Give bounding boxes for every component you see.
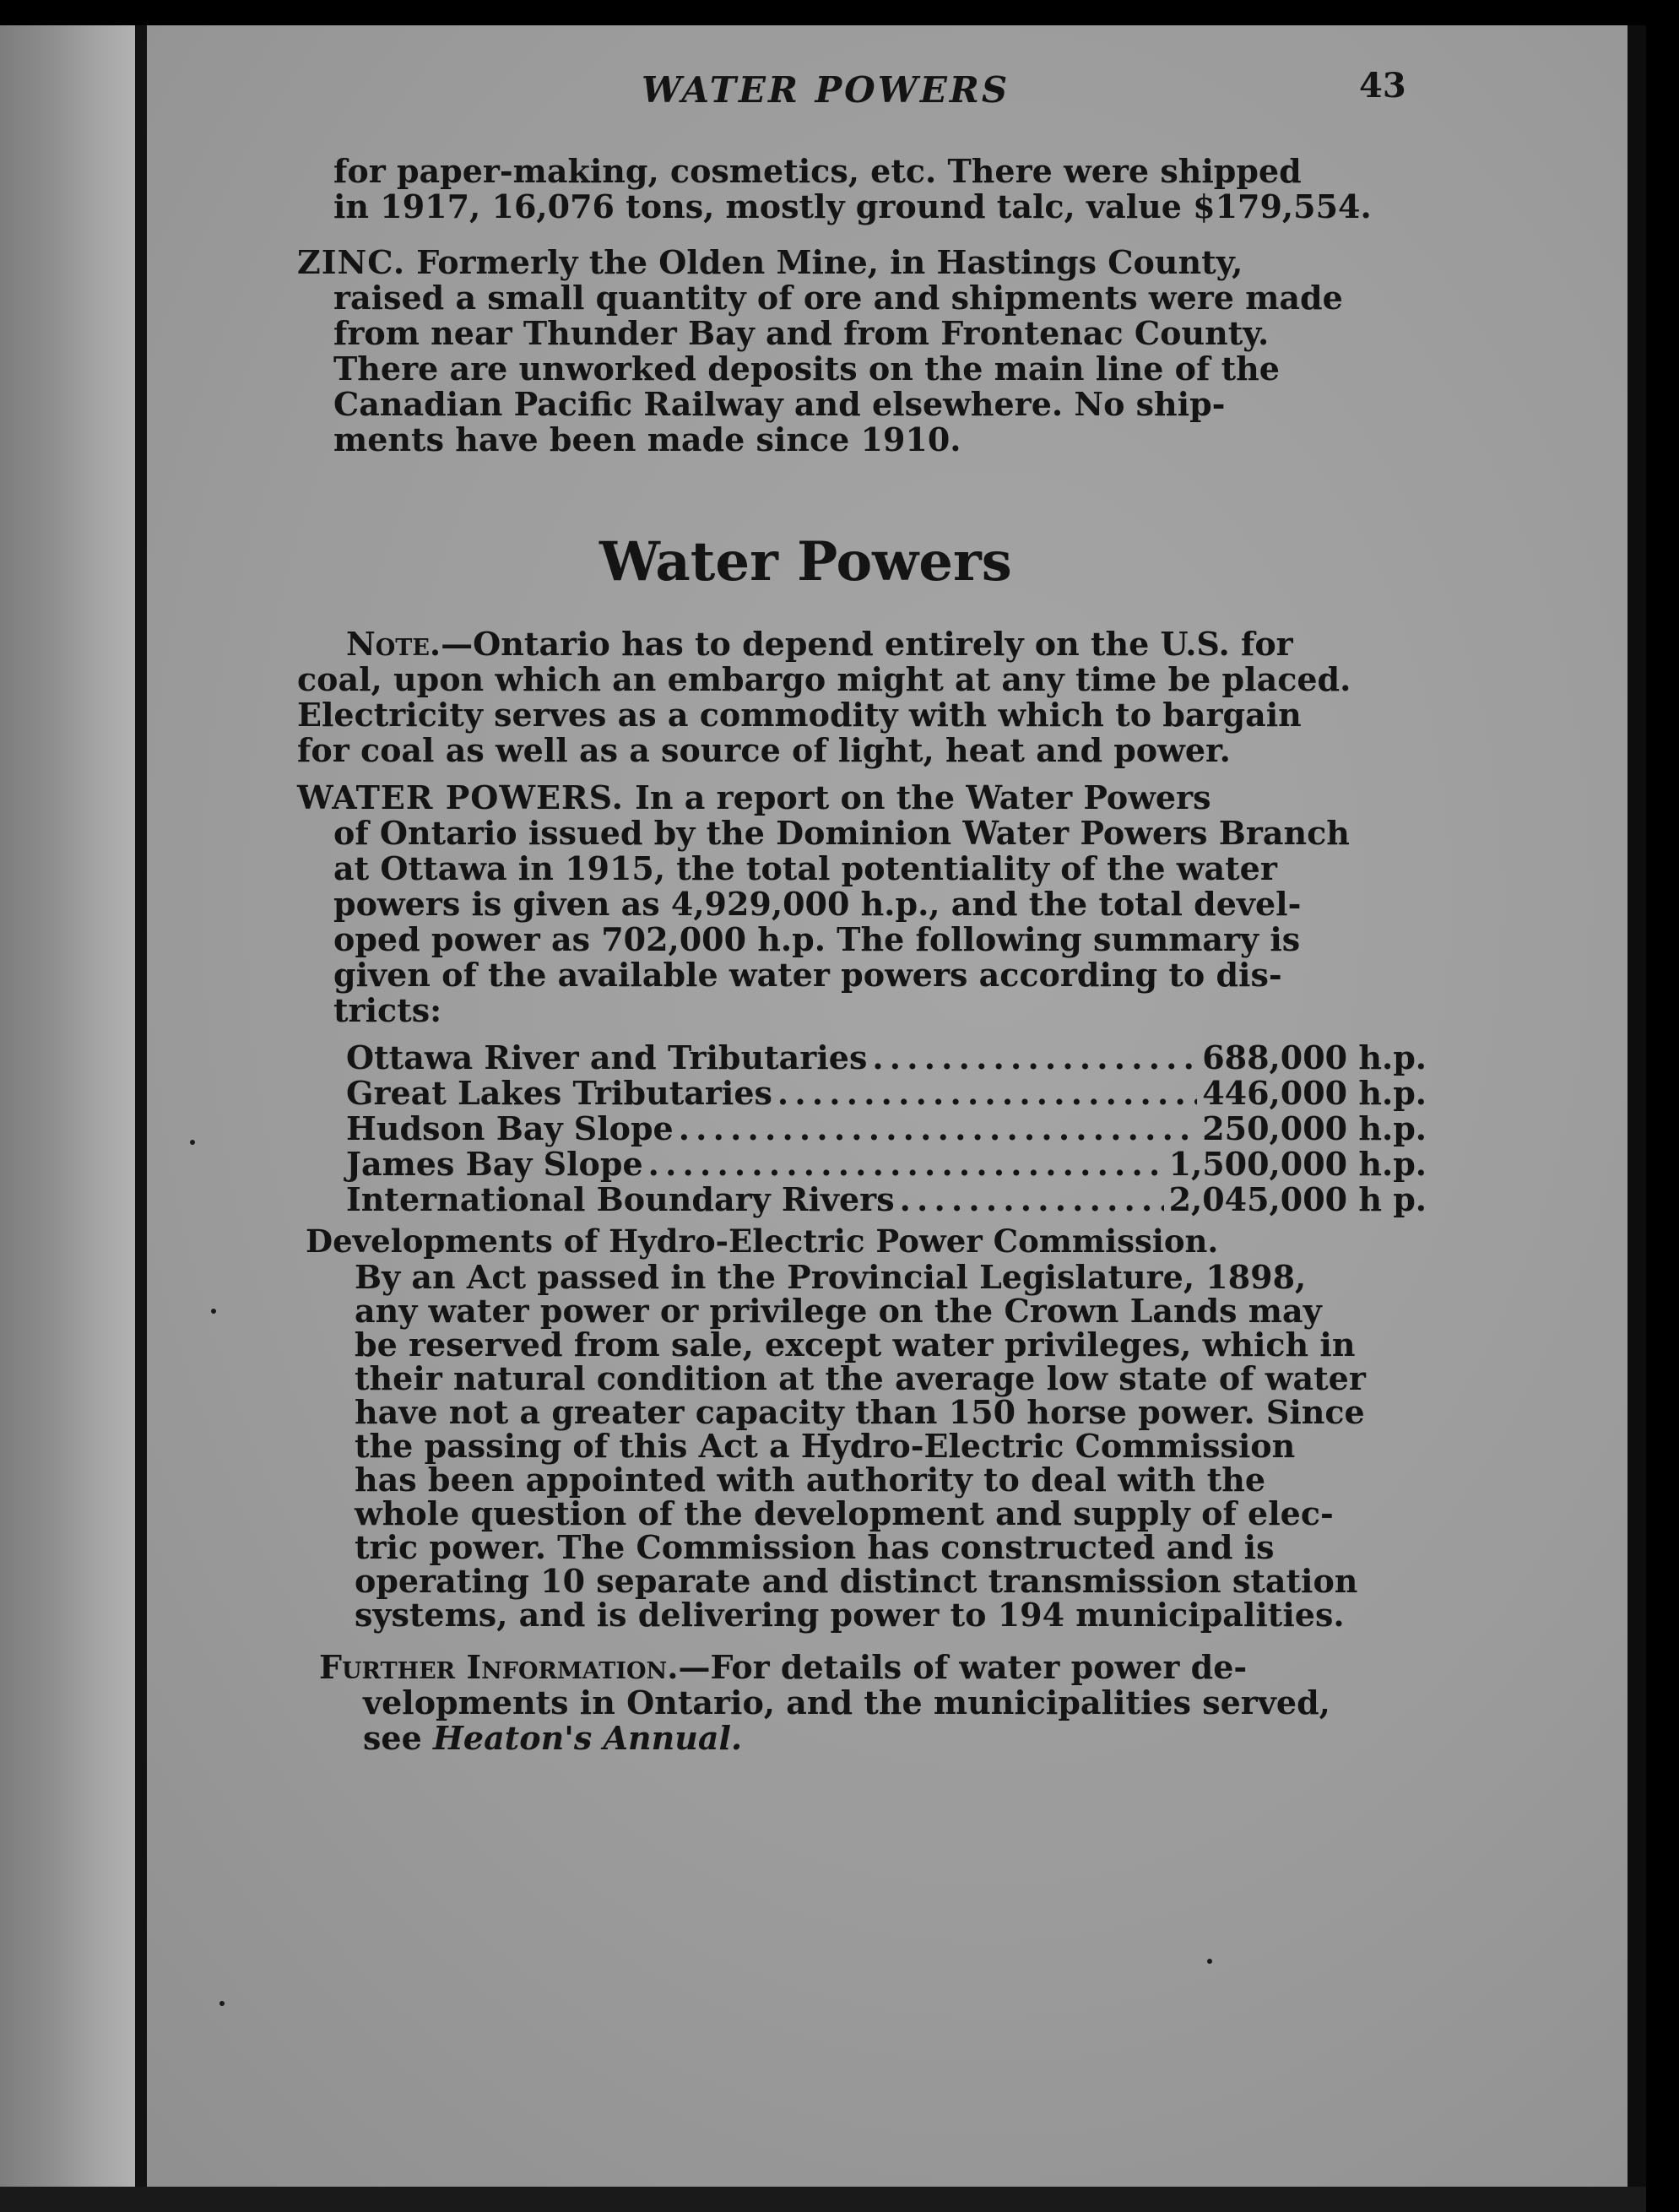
developments-line-1: By an Act passed in the Provincial Legislature, 1898, <box>355 1258 1307 1296</box>
developments-line-4: their natural condition at the average low state of water <box>355 1359 1366 1397</box>
note-line-3: Electricity serves as a commodity with which to bargain <box>297 696 1302 734</box>
district-row <box>346 1180 1427 1218</box>
water-powers-line-3: at Ottawa in 1915, the total potentiality of the water <box>333 849 1277 887</box>
water-powers-lead: WATER POWERS. <box>297 778 624 816</box>
facing-page-edge <box>0 25 135 2212</box>
zinc-paragraph-line-3: from near Thunder Bay and from Frontenac County. <box>333 314 1270 352</box>
developments-line-9: tric power. The Commission has constructed and is <box>355 1528 1275 1566</box>
water-powers-line-1 <box>297 778 1211 816</box>
water-powers-line-6: given of the available water powers according to dis- <box>333 956 1282 994</box>
district-value: 1,500,000 h.p. <box>1168 1145 1427 1183</box>
developments-line-11: systems, and is delivering power to 194 municipalities. <box>355 1596 1345 1634</box>
further-info-reference: Heaton's Annual. <box>432 1719 743 1757</box>
zinc-paragraph-line-1 <box>297 243 1243 281</box>
developments-line-2: any water power or privilege on the Crown Lands may <box>355 1292 1322 1330</box>
ink-speck <box>211 1309 216 1314</box>
district-row <box>346 1074 1427 1112</box>
district-name: Great Lakes Tributaries <box>346 1074 772 1112</box>
leader-dots <box>900 1180 1164 1218</box>
note-lead: Note. <box>346 625 441 663</box>
further-info-line-1-text: —For details of water power de- <box>678 1648 1248 1686</box>
note-line-2: coal, upon which an embargo might at any time be placed. <box>297 660 1351 698</box>
zinc-paragraph-line-4: There are unworked deposits on the main line of the <box>333 350 1280 388</box>
ink-speck <box>219 2001 225 2006</box>
district-value: 250,000 h.p. <box>1202 1109 1427 1147</box>
running-title: WATER POWERS <box>642 69 1010 111</box>
zinc-lead: ZINC. <box>297 243 406 281</box>
developments-line-3: be reserved from sale, except water privileges, which in <box>355 1326 1356 1364</box>
zinc-paragraph-line-5: Canadian Pacific Railway and elsewhere. No ship- <box>333 385 1226 423</box>
note-line-1-text: —Ontario has to depend entirely on the U.S. for <box>441 625 1293 663</box>
note-line-1 <box>346 625 1293 663</box>
district-row <box>346 1109 1427 1147</box>
scanned-page <box>0 25 1646 2212</box>
zinc-paragraph-line-2: raised a small quantity of ore and shipments were made <box>333 279 1343 317</box>
water-powers-line-7: tricts: <box>333 991 442 1029</box>
developments-line-8: whole question of the development and supply of elec- <box>355 1494 1334 1532</box>
zinc-line-1-text: Formerly the Olden Mine, in Hastings County, <box>405 243 1243 281</box>
leader-dots <box>679 1109 1198 1147</box>
zinc-paragraph-line-6: ments have been made since 1910. <box>333 420 961 458</box>
page-number: 43 <box>1359 66 1406 106</box>
further-info-line-2: velopments in Ontario, and the municipalities served, <box>363 1683 1330 1721</box>
district-value: 2,045,000 h p. <box>1168 1180 1427 1218</box>
developments-line-5: have not a greater capacity than 150 horse power. Since <box>355 1393 1365 1431</box>
leader-dots <box>777 1074 1197 1112</box>
page-bottom-edge <box>0 2187 1646 2212</box>
district-value: 688,000 h.p. <box>1202 1038 1427 1076</box>
district-name: James Bay Slope <box>346 1145 643 1183</box>
water-powers-line-2: of Ontario issued by the Dominion Water Powers Branch <box>333 814 1350 852</box>
district-row <box>346 1145 1427 1183</box>
developments-line-7: has been appointed with authority to deal with the <box>355 1461 1266 1499</box>
zinc-continued-line-1: for paper-making, cosmetics, etc. There were shipped <box>333 152 1302 190</box>
district-name: Hudson Bay Slope <box>346 1109 674 1147</box>
developments-line-6: the passing of this Act a Hydro-Electric Commission <box>355 1427 1296 1465</box>
district-name: Ottawa River and Tributaries <box>346 1038 868 1076</box>
further-info-lead: Further Information. <box>319 1648 679 1686</box>
binding-gutter <box>135 25 147 2212</box>
district-row <box>346 1038 1427 1076</box>
further-info-see: see <box>363 1719 433 1757</box>
ink-speck <box>190 1140 195 1145</box>
developments-heading: Developments of Hydro-Electric Power Commission. <box>306 1223 1219 1260</box>
note-line-4: for coal as well as a source of light, heat and power. <box>297 731 1231 769</box>
water-powers-line-5: oped power as 702,000 h.p. The following summary is <box>333 920 1301 958</box>
page-right-edge <box>1628 25 1646 2212</box>
ink-speck <box>1207 1959 1212 1964</box>
leader-dots <box>648 1145 1164 1183</box>
district-value: 446,000 h.p. <box>1202 1074 1427 1112</box>
section-title: Water Powers <box>599 530 1012 594</box>
district-name: International Boundary Rivers <box>346 1180 895 1218</box>
zinc-continued-line-2: in 1917, 16,076 tons, mostly ground talc, value $179,554. <box>333 187 1372 225</box>
water-powers-line-4: powers is given as 4,929,000 h.p., and the total devel- <box>333 885 1302 923</box>
water-powers-line-1-text: In a report on the Water Powers <box>623 778 1211 816</box>
further-info-line-3 <box>363 1719 742 1757</box>
leader-dots <box>872 1038 1197 1076</box>
further-info-line-1 <box>319 1648 1247 1686</box>
developments-line-10: operating 10 separate and distinct transmission station <box>355 1562 1358 1600</box>
